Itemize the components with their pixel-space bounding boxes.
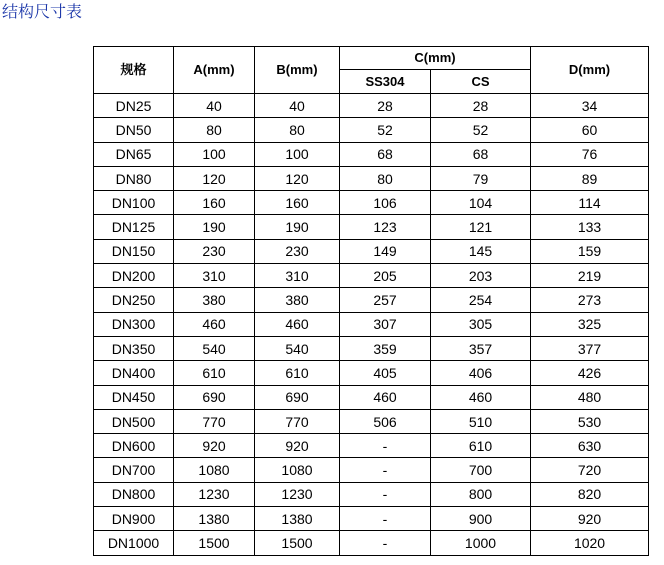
cell-c-cs: 406: [431, 361, 531, 385]
cell-a: 920: [174, 434, 255, 458]
cell-d: 480: [531, 385, 649, 409]
cell-d: 273: [531, 288, 649, 312]
cell-d: 920: [531, 507, 649, 531]
header-b: B(mm): [255, 47, 340, 94]
table-row: [94, 385, 649, 409]
cell-b: 1500: [255, 531, 340, 555]
cell-b: 690: [255, 385, 340, 409]
cell-d: 89: [531, 166, 649, 190]
cell-a: 540: [174, 336, 255, 360]
table-row: [94, 434, 649, 458]
cell-d: 34: [531, 94, 649, 118]
header-c-cs: CS: [431, 70, 531, 94]
cell-d: 159: [531, 239, 649, 263]
cell-spec: DN80: [94, 166, 174, 190]
cell-spec: DN100: [94, 191, 174, 215]
cell-d: 377: [531, 336, 649, 360]
table-row: [94, 191, 649, 215]
cell-a: 460: [174, 312, 255, 336]
table-row: [94, 482, 649, 506]
cell-c-cs: 254: [431, 288, 531, 312]
cell-a: 380: [174, 288, 255, 312]
cell-spec: DN450: [94, 385, 174, 409]
cell-c-cs: 357: [431, 336, 531, 360]
cell-d: 1020: [531, 531, 649, 555]
cell-d: 219: [531, 264, 649, 288]
cell-b: 190: [255, 215, 340, 239]
table-row: [94, 142, 649, 166]
table-row: [94, 239, 649, 263]
cell-c-cs: 203: [431, 264, 531, 288]
cell-d: 76: [531, 142, 649, 166]
cell-spec: DN50: [94, 118, 174, 142]
cell-b: 80: [255, 118, 340, 142]
table-row: [94, 215, 649, 239]
table-row: [94, 166, 649, 190]
cell-a: 690: [174, 385, 255, 409]
cell-a: 80: [174, 118, 255, 142]
header-spec: 规格: [94, 47, 174, 94]
cell-a: 610: [174, 361, 255, 385]
cell-spec: DN150: [94, 239, 174, 263]
cell-a: 1230: [174, 482, 255, 506]
cell-spec: DN800: [94, 482, 174, 506]
cell-b: 1080: [255, 458, 340, 482]
cell-b: 380: [255, 288, 340, 312]
cell-c-ss304: 28: [340, 94, 431, 118]
cell-b: 230: [255, 239, 340, 263]
cell-d: 114: [531, 191, 649, 215]
cell-a: 1080: [174, 458, 255, 482]
cell-c-cs: 900: [431, 507, 531, 531]
cell-c-cs: 800: [431, 482, 531, 506]
cell-c-ss304: -: [340, 434, 431, 458]
table-row: [94, 507, 649, 531]
cell-b: 540: [255, 336, 340, 360]
cell-d: 60: [531, 118, 649, 142]
cell-a: 310: [174, 264, 255, 288]
cell-c-cs: 1000: [431, 531, 531, 555]
cell-c-cs: 700: [431, 458, 531, 482]
header-c: C(mm): [340, 47, 531, 70]
cell-d: 530: [531, 409, 649, 433]
cell-a: 770: [174, 409, 255, 433]
cell-d: 133: [531, 215, 649, 239]
header-d: D(mm): [531, 47, 649, 94]
cell-a: 120: [174, 166, 255, 190]
table-body: [94, 94, 649, 556]
cell-d: 820: [531, 482, 649, 506]
cell-b: 100: [255, 142, 340, 166]
cell-spec: DN500: [94, 409, 174, 433]
cell-spec: DN700: [94, 458, 174, 482]
cell-d: 720: [531, 458, 649, 482]
cell-c-ss304: -: [340, 458, 431, 482]
table-row: [94, 409, 649, 433]
cell-c-cs: 460: [431, 385, 531, 409]
cell-c-cs: 610: [431, 434, 531, 458]
header-a: A(mm): [174, 47, 255, 94]
cell-b: 770: [255, 409, 340, 433]
cell-a: 230: [174, 239, 255, 263]
cell-c-cs: 52: [431, 118, 531, 142]
cell-c-cs: 28: [431, 94, 531, 118]
cell-c-ss304: 506: [340, 409, 431, 433]
cell-spec: DN25: [94, 94, 174, 118]
cell-c-cs: 510: [431, 409, 531, 433]
cell-c-cs: 121: [431, 215, 531, 239]
cell-d: 325: [531, 312, 649, 336]
table-row: [94, 94, 649, 118]
cell-spec: DN350: [94, 336, 174, 360]
cell-c-ss304: 149: [340, 239, 431, 263]
cell-c-ss304: -: [340, 482, 431, 506]
cell-c-ss304: 359: [340, 336, 431, 360]
cell-spec: DN600: [94, 434, 174, 458]
cell-c-ss304: 460: [340, 385, 431, 409]
cell-b: 1380: [255, 507, 340, 531]
cell-b: 40: [255, 94, 340, 118]
table-row: [94, 288, 649, 312]
cell-spec: DN250: [94, 288, 174, 312]
cell-a: 190: [174, 215, 255, 239]
cell-b: 310: [255, 264, 340, 288]
cell-spec: DN400: [94, 361, 174, 385]
cell-b: 1230: [255, 482, 340, 506]
cell-c-cs: 68: [431, 142, 531, 166]
cell-c-ss304: 405: [340, 361, 431, 385]
cell-b: 920: [255, 434, 340, 458]
header-c-ss304: SS304: [340, 70, 431, 94]
table-row: [94, 312, 649, 336]
cell-d: 426: [531, 361, 649, 385]
cell-a: 1380: [174, 507, 255, 531]
table-row: [94, 264, 649, 288]
cell-d: 630: [531, 434, 649, 458]
cell-b: 160: [255, 191, 340, 215]
cell-spec: DN900: [94, 507, 174, 531]
cell-c-ss304: -: [340, 507, 431, 531]
table-row: [94, 361, 649, 385]
cell-c-cs: 305: [431, 312, 531, 336]
table-row: [94, 531, 649, 555]
cell-b: 610: [255, 361, 340, 385]
cell-c-ss304: 52: [340, 118, 431, 142]
table-row: [94, 458, 649, 482]
cell-spec: DN125: [94, 215, 174, 239]
cell-a: 1500: [174, 531, 255, 555]
cell-a: 100: [174, 142, 255, 166]
cell-c-ss304: 68: [340, 142, 431, 166]
cell-c-ss304: -: [340, 531, 431, 555]
cell-spec: DN1000: [94, 531, 174, 555]
cell-b: 120: [255, 166, 340, 190]
cell-c-ss304: 307: [340, 312, 431, 336]
cell-c-cs: 79: [431, 166, 531, 190]
cell-c-cs: 145: [431, 239, 531, 263]
cell-spec: DN65: [94, 142, 174, 166]
cell-c-cs: 104: [431, 191, 531, 215]
cell-spec: DN200: [94, 264, 174, 288]
table-row: [94, 118, 649, 142]
cell-a: 40: [174, 94, 255, 118]
cell-c-ss304: 106: [340, 191, 431, 215]
cell-c-ss304: 205: [340, 264, 431, 288]
cell-c-ss304: 123: [340, 215, 431, 239]
page-title: 结构尺寸表: [2, 2, 83, 21]
cell-c-ss304: 257: [340, 288, 431, 312]
cell-a: 160: [174, 191, 255, 215]
cell-b: 460: [255, 312, 340, 336]
table-row: [94, 336, 649, 360]
cell-c-ss304: 80: [340, 166, 431, 190]
dimension-table: [93, 46, 649, 556]
cell-spec: DN300: [94, 312, 174, 336]
